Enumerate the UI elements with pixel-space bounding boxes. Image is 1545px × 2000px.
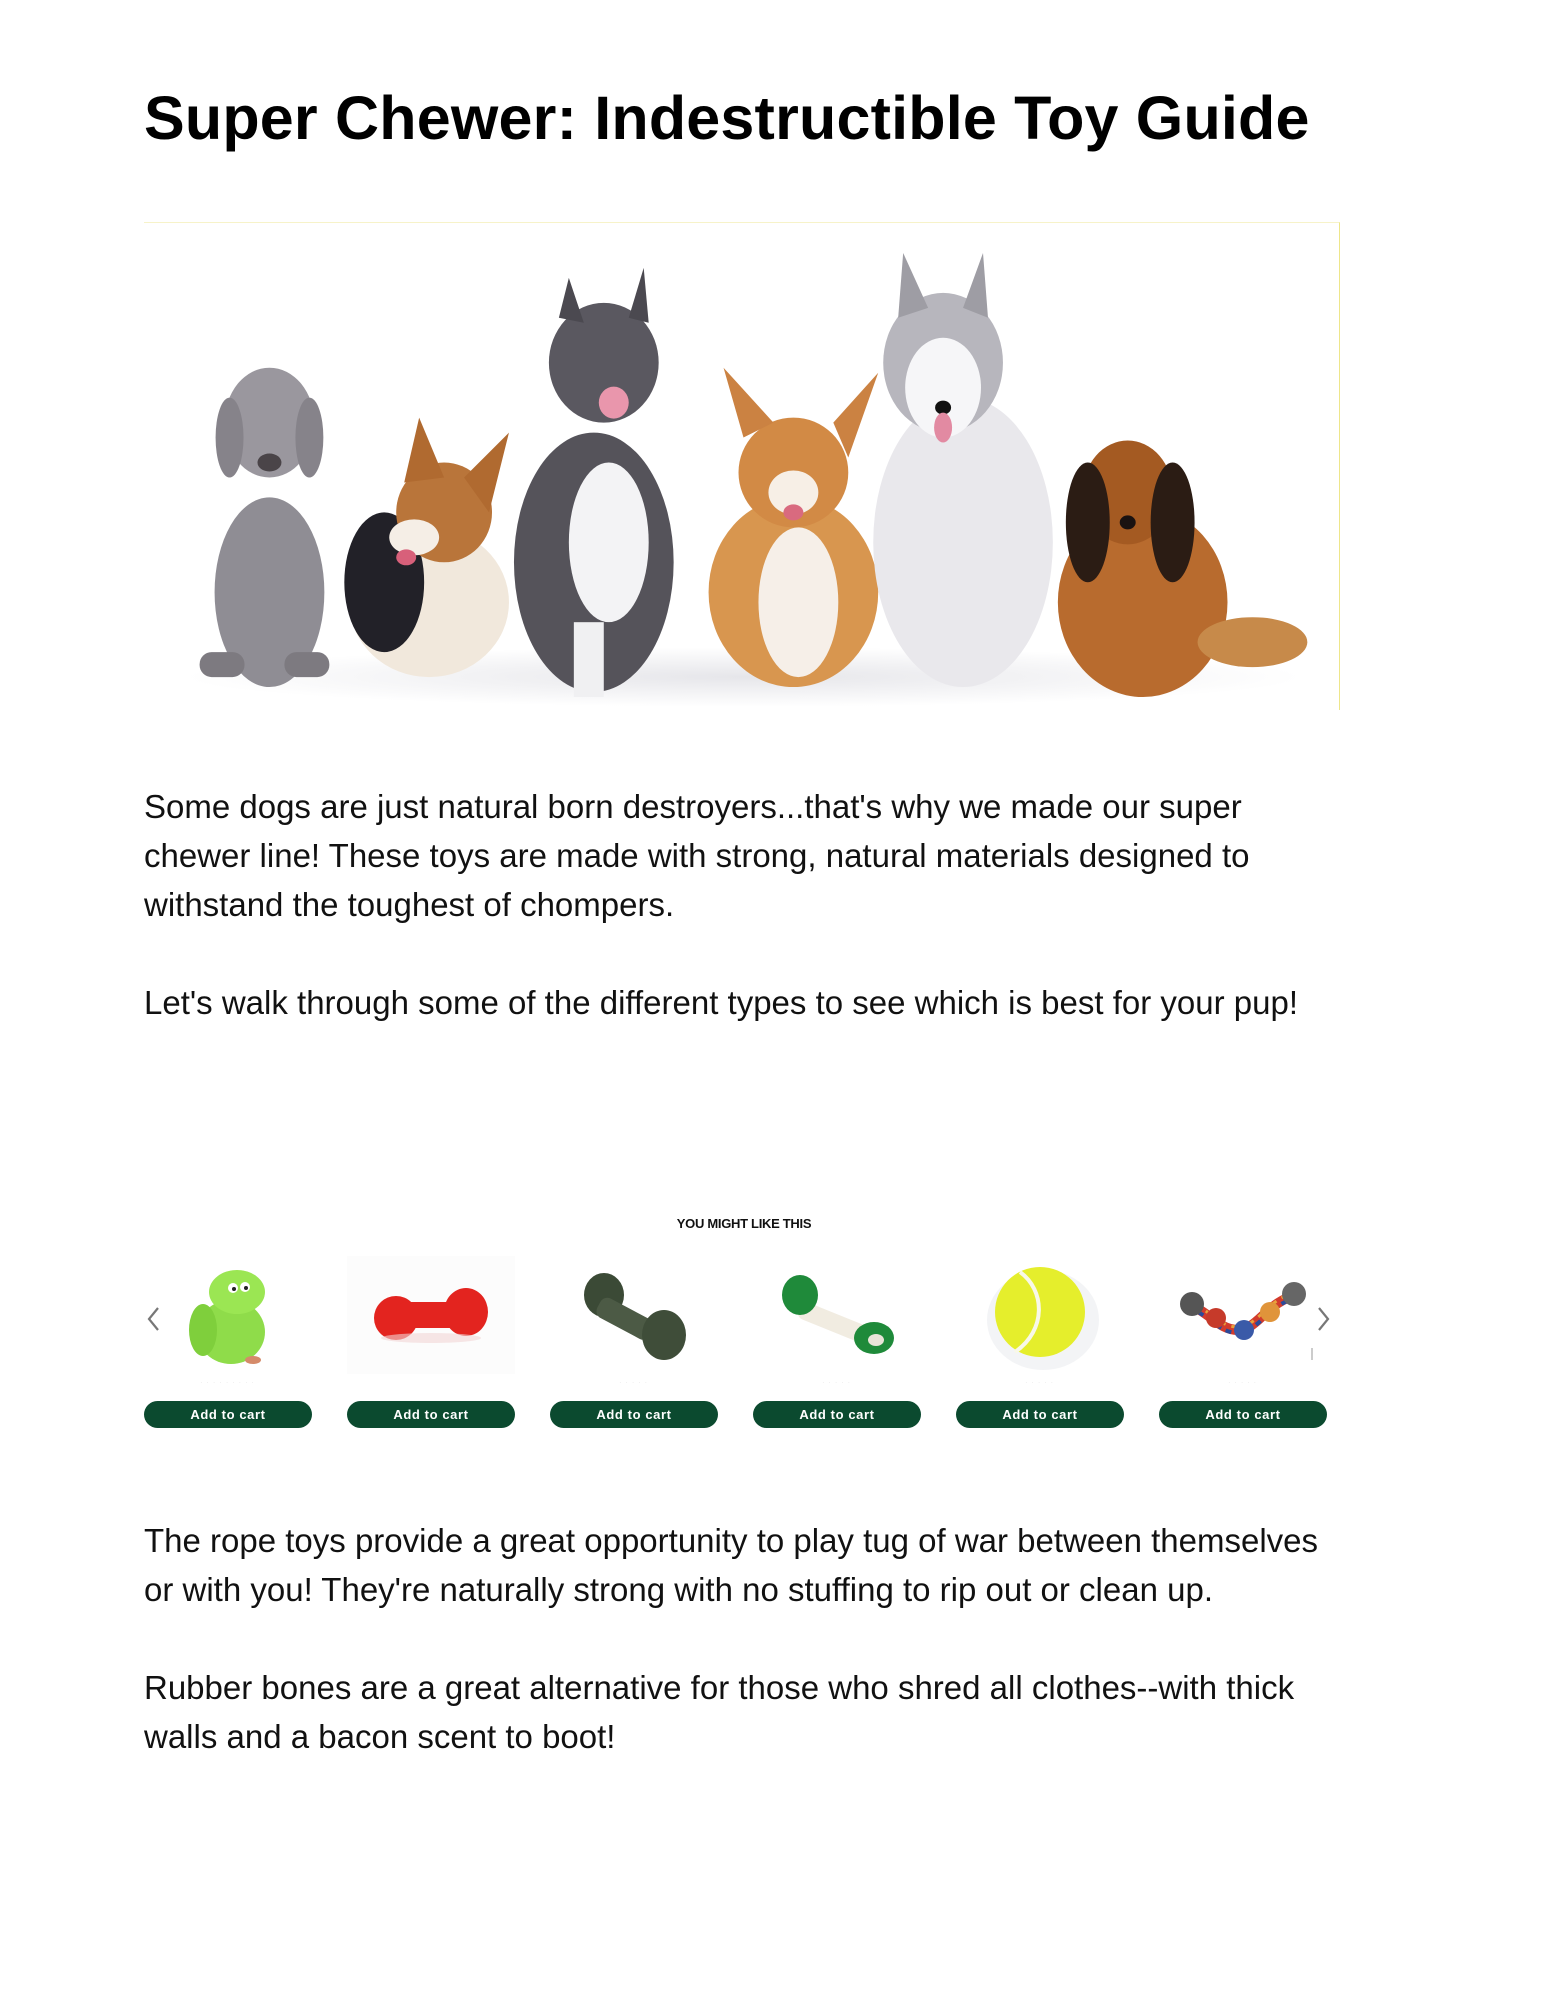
product-card [347,1256,515,1428]
dogs-illustration [144,223,1339,710]
page-title: Super Chewer: Indestructible Toy Guide [144,84,1310,152]
product-card [144,1256,312,1428]
product-card [550,1256,718,1428]
product-carousel [144,1208,1344,1428]
product-name: · · · · · [619,1380,649,1385]
red-corgi [709,368,879,687]
product-card [956,1256,1124,1428]
body-paragraph-rope-toys: The rope toys provide a great opportunity to play tug of war between themselves or with you! They're naturally strong with no stuffing to rip out or clean up. [144,1522,1318,1608]
carousel-scroll-indicator [1311,1348,1313,1360]
product-image-tennis-ball[interactable] [956,1256,1124,1374]
hero-image-dogs [144,222,1340,710]
product-image-green-dinosaur[interactable] [144,1256,312,1374]
product-image-red-rubber-bone[interactable] [347,1256,515,1374]
long-haired-dachshund [1058,441,1307,697]
add-to-cart-button[interactable]: Add to cart [753,1401,921,1428]
intro-paragraph-1: Some dogs are just natural born destroyers...that's why we made our super chewer line! These toys are made with strong, natural materials designed to withstand the toughest of chompers. [144,788,1250,923]
tricolor-corgi [344,418,509,677]
product-image-green-white-rawhide-bone[interactable] [753,1256,921,1374]
chevron-right-icon [1315,1302,1333,1336]
product-card [1159,1256,1327,1428]
product-list [144,1256,1334,1428]
add-to-cart-button[interactable]: Add to cart [144,1401,312,1428]
add-to-cart-button[interactable]: Add to cart [550,1401,718,1428]
product-image-green-knotted-chew[interactable] [550,1256,718,1374]
add-to-cart-button[interactable]: Add to cart [1159,1401,1327,1428]
product-card [753,1256,921,1428]
add-to-cart-button[interactable]: Add to cart [956,1401,1124,1428]
carousel-next-button[interactable] [1315,1302,1333,1336]
product-name: · · · · · [1228,1380,1258,1385]
body-paragraph-rubber-bones: Rubber bones are a great alternative for those who shred all clothes--with thick walls and a bacon scent to boot! [144,1669,1295,1755]
intro-paragraph-2: Let's walk through some of the different types to see which is best for your pup! [144,984,1298,1021]
add-to-cart-button[interactable]: Add to cart [347,1401,515,1428]
carousel-title: YOU MIGHT LIKE THIS [676,1216,812,1231]
intro-text [144,782,1354,1027]
weimaraner-puppy [200,368,330,687]
product-name: · · · · · [1025,1380,1055,1385]
blue-pitbull [514,268,674,697]
product-name [347,1380,515,1386]
product-image-multicolor-rope-toy[interactable] [1159,1256,1327,1374]
product-name: · · · · · [822,1380,852,1385]
product-name: · · · · · · · · · [200,1380,256,1385]
husky [873,253,1053,687]
body-text [144,1516,1354,1761]
